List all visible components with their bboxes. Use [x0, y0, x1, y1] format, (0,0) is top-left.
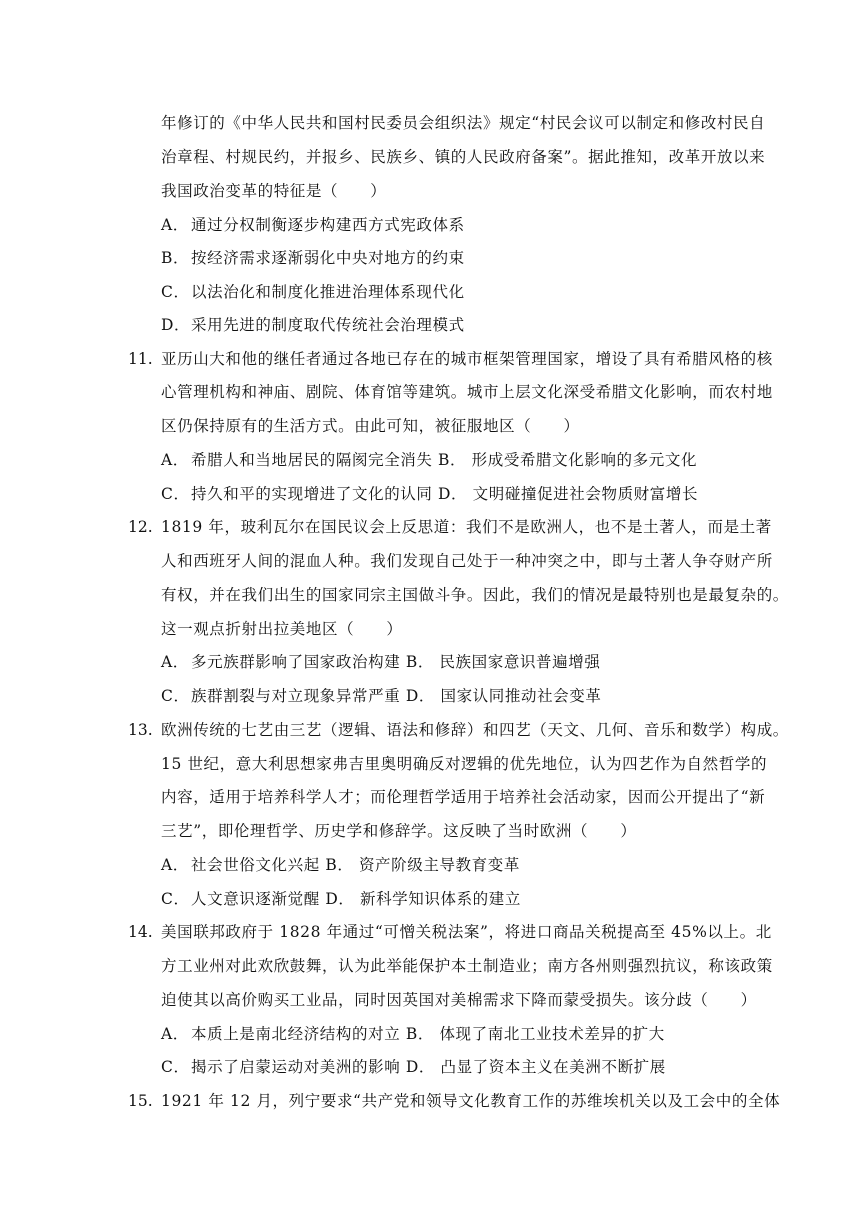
option-letter: A．: [161, 856, 189, 874]
q11-line-3: 区仍保持原有的生活方式。由此可知，被征服地区（ ）: [161, 417, 580, 435]
option-text: 以法治化和制度化推进治理体系现代化: [191, 283, 465, 301]
q12-number: 12.: [128, 518, 153, 536]
q15-line-1: 1921 年 12 月，列宁要求“共产党和领导文化教育工作的苏维埃机关以及工会中的全体: [161, 1092, 781, 1110]
option-text: 揭示了启蒙运动对美洲的影响 D． 凸显了资本主义在美洲不断扩展: [191, 1058, 666, 1076]
q11-option-cd: [161, 484, 698, 504]
option-letter: A．: [161, 1025, 189, 1043]
option-text: 人文意识逐渐觉醒 D． 新科学知识体系的建立: [191, 890, 521, 908]
q12-line-4: 这一观点折射出拉美地区（ ）: [161, 620, 403, 638]
option-text: 通过分权制衡逐步构建西方式宪政体系: [191, 216, 465, 234]
q13-line-3: 内容，适用于培养科学人才；而伦理哲学适用于培养社会活动家，因而公开提出了“新: [161, 788, 766, 806]
option-letter: A．: [161, 653, 189, 671]
q13-line-1: 欧洲传统的七艺由三艺（逻辑、语法和修辞）和四艺（天文、几何、音乐和数学）构成。: [161, 721, 789, 739]
q11-line-1: 亚历山大和他的继任者通过各地已存在的城市框架管理国家，增设了具有希腊风格的核: [161, 350, 773, 368]
option-text: 持久和平的实现增进了文化的认同 D． 文明碰撞促进社会物质财富增长: [191, 485, 699, 503]
q12-line-1: 1819 年，玻利瓦尔在国民议会上反思道：我们不是欧洲人，也不是土著人，而是土著: [161, 518, 772, 536]
option-text: 按经济需求逐渐弱化中央对地方的约束: [191, 249, 465, 267]
q14-line-2: 方工业州对此欢欣鼓舞，认为此举能保护本土制造业；南方各州则强烈抗议，称该政策: [161, 957, 773, 975]
q10-option-c: [161, 282, 465, 302]
q12-line-3: 有权，并在我们出生的国家同宗主国做斗争。因此，我们的情况是最特别也是最复杂的。: [161, 586, 789, 604]
q14-option-ab: [161, 1024, 665, 1044]
option-letter: C．: [161, 687, 190, 705]
option-letter: A．: [161, 216, 189, 234]
q11-line-2: 心管理机构和神庙、剧院、体育馆等建筑。城市上层文化深受希腊文化影响，而农村地: [161, 383, 773, 401]
q15-number: 15.: [128, 1092, 153, 1110]
option-letter: C．: [161, 1058, 190, 1076]
q10-line-3: 我国政治变革的特征是（ ）: [161, 182, 387, 200]
q12-option-ab: [161, 652, 600, 672]
q11-number: 11.: [128, 350, 153, 368]
option-letter: B．: [161, 249, 190, 267]
option-letter: C．: [161, 890, 190, 908]
option-letter: D．: [161, 316, 191, 334]
q14-option-cd: [161, 1057, 666, 1077]
option-letter: A．: [161, 451, 189, 469]
q11-option-ab: [161, 450, 697, 470]
q13-line-2: 15 世纪，意大利思想家弗吉里奥明确反对逻辑的优先地位，认为四艺作为自然哲学的: [161, 755, 768, 773]
q13-option-ab: [161, 855, 520, 875]
q13-option-cd: [161, 889, 521, 909]
q10-line-2: 治章程、村规民约，并报乡、民族乡、镇的人民政府备案”。据此推知，改革开放以来: [161, 148, 766, 166]
option-text: 本质上是南北经济结构的对立 B． 体现了南北工业技术差异的扩大: [191, 1025, 665, 1043]
q14-number: 14.: [128, 923, 153, 941]
q12-line-2: 人和西班牙人间的混血人种。我们发现自己处于一种冲突之中，即与土著人争夺财产所: [161, 552, 773, 570]
option-text: 族群割裂与对立现象异常严重 D． 国家认同推动社会变革: [191, 687, 602, 705]
q14-line-1: 美国联邦政府于 1828 年通过“可憎关税法案”，将进口商品关税提高至 45%以上。北: [161, 923, 772, 941]
q10-line-1: 年修订的《中华人民共和国村民委员会组织法》规定“村民会议可以制定和修改村民自: [161, 114, 766, 132]
q12-option-cd: [161, 686, 601, 706]
option-text: 多元族群影响了国家政治构建 B． 民族国家意识普遍增强: [191, 653, 601, 671]
q13-number: 13.: [128, 721, 153, 739]
q10-option-d: [161, 315, 465, 335]
option-letter: C．: [161, 485, 190, 503]
q14-line-3: 迫使其以高价购买工业品，同时因英国对美棉需求下降而蒙受损失。该分歧（ ）: [161, 991, 757, 1009]
q10-option-a: [161, 215, 465, 235]
option-letter: C．: [161, 283, 190, 301]
option-text: 社会世俗文化兴起 B． 资产阶级主导教育变革: [191, 856, 520, 874]
q10-option-b: [161, 248, 465, 268]
option-text: 希腊人和当地居民的隔阂完全消失 B． 形成受希腊文化影响的多元文化: [191, 451, 698, 469]
option-text: 采用先进的制度取代传统社会治理模式: [191, 316, 465, 334]
q13-line-4: 三艺”，即伦理哲学、历史学和修辞学。这反映了当时欧洲（ ）: [161, 822, 637, 840]
